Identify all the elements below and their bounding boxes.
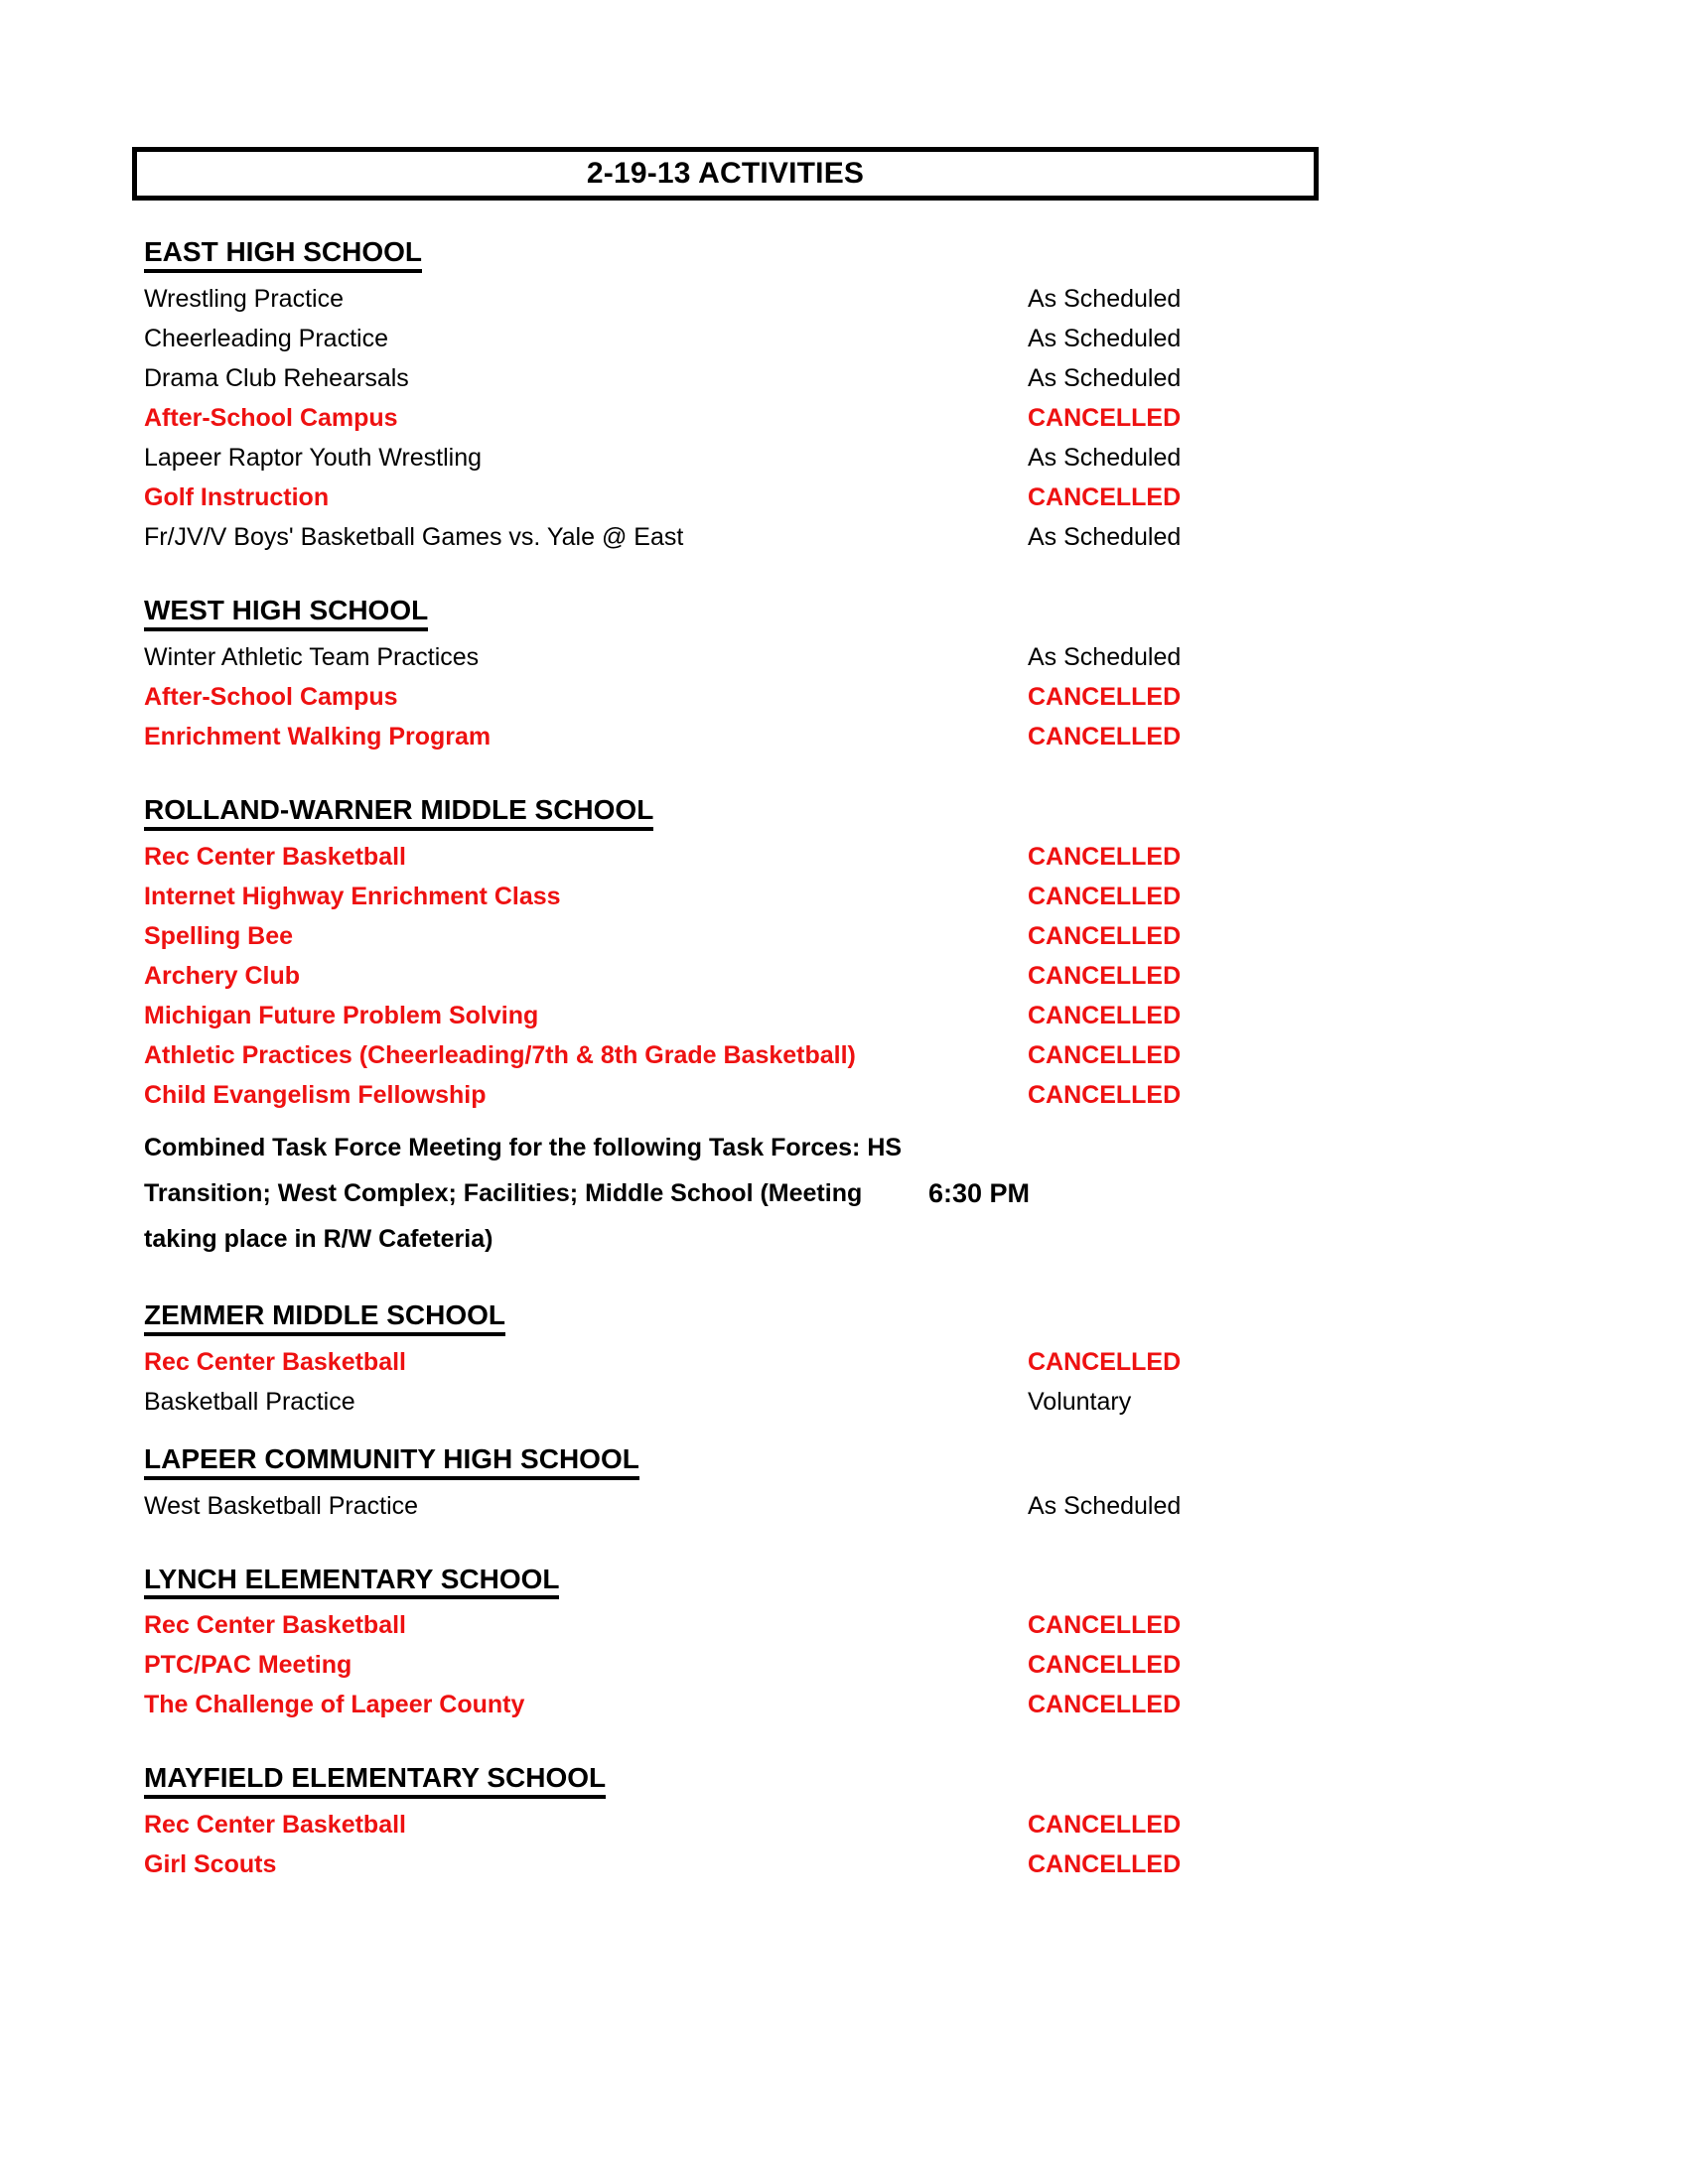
school-section <box>144 236 1385 557</box>
activity-rows <box>144 279 1385 557</box>
activity-name: Golf Instruction <box>144 482 330 511</box>
activity-status: CANCELLED <box>1028 842 1182 871</box>
activity-row <box>144 1805 1385 1844</box>
activity-status: As Scheduled <box>1028 284 1182 313</box>
activity-name: Internet Highway Enrichment Class <box>144 882 561 910</box>
school-section <box>144 595 1385 756</box>
activity-status: CANCELLED <box>1028 1347 1182 1376</box>
activity-status: CANCELLED <box>1028 682 1182 711</box>
school-section-title: ZEMMER MIDDLE SCHOOL <box>144 1299 505 1336</box>
activity-name: Rec Center Basketball <box>144 842 407 871</box>
activity-name: Child Evangelism Fellowship <box>144 1080 487 1109</box>
activity-rows <box>144 1486 1385 1526</box>
school-section-title: EAST HIGH SCHOOL <box>144 236 422 273</box>
activity-row <box>144 1605 1385 1645</box>
activity-name: Enrichment Walking Program <box>144 722 492 751</box>
activity-status: CANCELLED <box>1028 403 1182 432</box>
activity-status: CANCELLED <box>1028 1040 1182 1069</box>
school-section <box>144 1564 1385 1725</box>
activity-row <box>144 279 1385 319</box>
activity-name: Winter Athletic Team Practices <box>144 642 480 671</box>
activity-rows <box>144 1805 1385 1884</box>
activity-name: After-School Campus <box>144 403 398 432</box>
section-spacer <box>144 557 1385 595</box>
school-section <box>144 1762 1385 1884</box>
school-section-title: WEST HIGH SCHOOL <box>144 595 428 631</box>
activity-row <box>144 1382 1385 1422</box>
activity-status: CANCELLED <box>1028 722 1182 751</box>
activity-name: Girl Scouts <box>144 1850 277 1879</box>
school-section <box>144 1299 1385 1422</box>
activity-name: Wrestling Practice <box>144 284 344 313</box>
activity-row <box>144 877 1385 916</box>
section-spacer <box>144 1724 1385 1762</box>
activity-status: CANCELLED <box>1028 1001 1182 1029</box>
task-force-meeting-row <box>144 1125 1385 1262</box>
activity-name: Archery Club <box>144 961 300 990</box>
section-spacer <box>144 1262 1385 1299</box>
activity-name: Athletic Practices (Cheerleading/7th & 8th Grade Basketball) <box>144 1040 856 1069</box>
activity-row <box>144 1035 1385 1075</box>
task-force-meeting-description: Combined Task Force Meeting for the following Task Forces: HS Transition; West Complex; Facilities; Middle School (Meeting taking place in R/W Cafeteria) <box>144 1133 903 1253</box>
activity-status: As Scheduled <box>1028 443 1182 472</box>
section-spacer <box>144 1526 1385 1564</box>
activity-row <box>144 1486 1385 1526</box>
school-section-title: ROLLAND-WARNER MIDDLE SCHOOL <box>144 794 653 831</box>
activity-name: Fr/JV/V Boys' Basketball Games vs. Yale @ East <box>144 522 684 551</box>
activity-status: CANCELLED <box>1028 882 1182 910</box>
activity-row <box>144 358 1385 398</box>
activity-status: CANCELLED <box>1028 1611 1182 1640</box>
activity-row <box>144 637 1385 677</box>
school-section-title: LAPEER COMMUNITY HIGH SCHOOL <box>144 1443 639 1480</box>
section-spacer <box>144 756 1385 794</box>
activity-row <box>144 677 1385 717</box>
activity-status: CANCELLED <box>1028 921 1182 950</box>
activity-row <box>144 717 1385 756</box>
activity-name: Rec Center Basketball <box>144 1611 407 1640</box>
activity-status: CANCELLED <box>1028 1850 1182 1879</box>
activity-status: CANCELLED <box>1028 1811 1182 1840</box>
activity-rows <box>144 637 1385 756</box>
activity-status: CANCELLED <box>1028 961 1182 990</box>
activity-name: After-School Campus <box>144 682 398 711</box>
section-spacer <box>144 1422 1385 1443</box>
activity-row <box>144 837 1385 877</box>
school-section-title: MAYFIELD ELEMENTARY SCHOOL <box>144 1762 606 1799</box>
activity-status: As Scheduled <box>1028 363 1182 392</box>
activity-row <box>144 1645 1385 1685</box>
activity-name: The Challenge of Lapeer County <box>144 1691 525 1719</box>
activity-row <box>144 398 1385 438</box>
activity-rows <box>144 1342 1385 1422</box>
activity-rows <box>144 1605 1385 1724</box>
activity-row <box>144 1844 1385 1884</box>
activity-row <box>144 1685 1385 1724</box>
page-title: 2-19-13 ACTIVITIES <box>586 157 865 190</box>
activity-name: Cheerleading Practice <box>144 324 388 352</box>
activity-status: As Scheduled <box>1028 522 1182 551</box>
activity-name: Rec Center Basketball <box>144 1811 407 1840</box>
activity-name: Rec Center Basketball <box>144 1347 407 1376</box>
activity-status: As Scheduled <box>1028 1491 1182 1520</box>
activity-name: Lapeer Raptor Youth Wrestling <box>144 443 483 472</box>
document-title-box <box>132 147 1319 201</box>
activity-status: CANCELLED <box>1028 1651 1182 1680</box>
activity-row <box>144 319 1385 358</box>
school-section <box>144 1443 1385 1526</box>
activity-status: Voluntary <box>1028 1387 1132 1416</box>
activity-rows <box>144 837 1385 1262</box>
activity-row <box>144 1075 1385 1115</box>
activity-row <box>144 1342 1385 1382</box>
activity-name: Michigan Future Problem Solving <box>144 1001 539 1029</box>
activity-row <box>144 478 1385 517</box>
activity-status: CANCELLED <box>1028 482 1182 511</box>
school-section-title: LYNCH ELEMENTARY SCHOOL <box>144 1564 559 1600</box>
activity-name: Spelling Bee <box>144 921 294 950</box>
activity-row <box>144 996 1385 1035</box>
activity-row <box>144 438 1385 478</box>
sections-container <box>144 236 1385 1884</box>
activity-status: As Scheduled <box>1028 642 1182 671</box>
activity-status: CANCELLED <box>1028 1080 1182 1109</box>
activity-name: PTC/PAC Meeting <box>144 1651 352 1680</box>
activity-row <box>144 916 1385 956</box>
activity-name: Basketball Practice <box>144 1387 355 1416</box>
school-section <box>144 794 1385 1262</box>
activity-row <box>144 956 1385 996</box>
activity-status: CANCELLED <box>1028 1691 1182 1719</box>
activity-name: West Basketball Practice <box>144 1491 419 1520</box>
task-force-meeting-time: 6:30 PM <box>928 1177 1031 1208</box>
activity-row <box>144 517 1385 557</box>
activity-status: As Scheduled <box>1028 324 1182 352</box>
activity-name: Drama Club Rehearsals <box>144 363 409 392</box>
